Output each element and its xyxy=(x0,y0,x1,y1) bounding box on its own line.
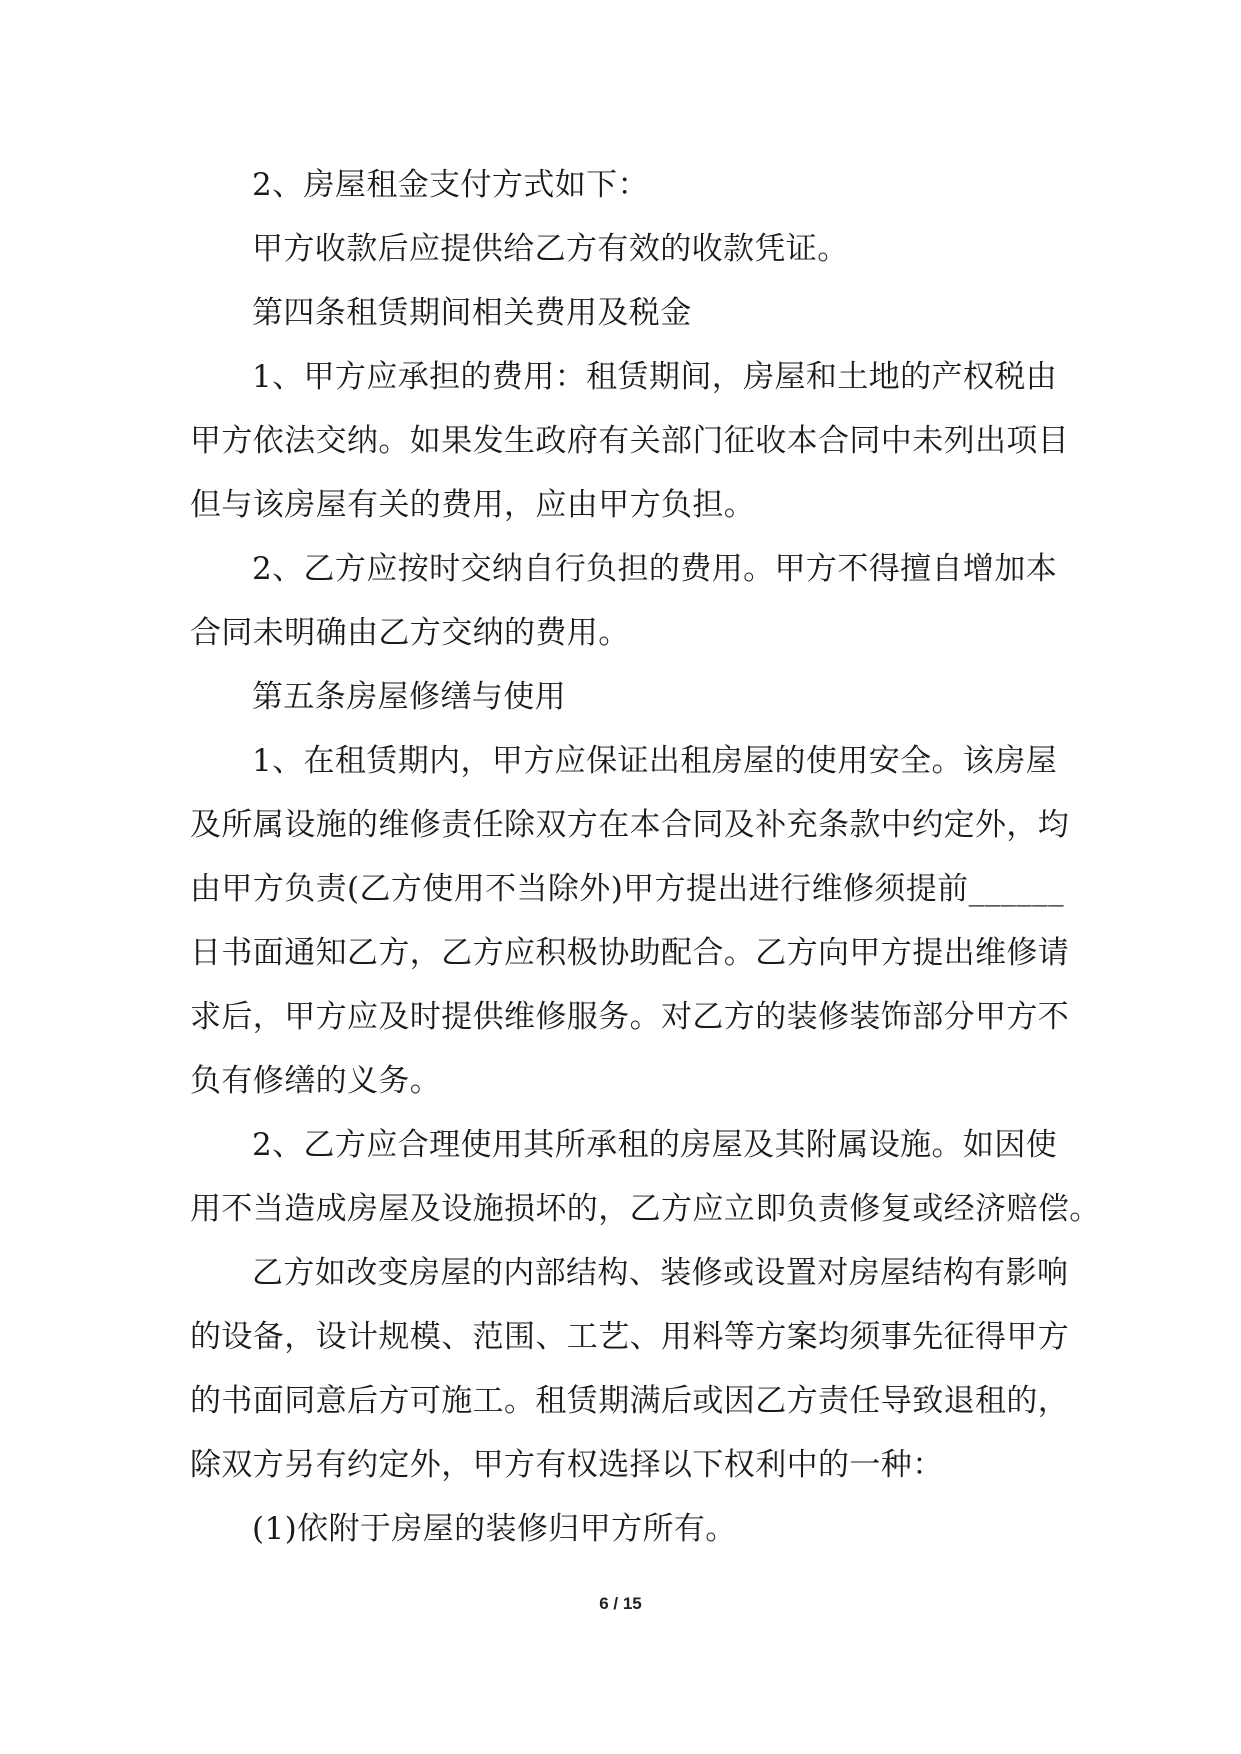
paragraph-line: 2、乙方应按时交纳自行负担的费用。甲方不得擅自增加本 xyxy=(252,551,1058,587)
paragraph-line: 但与该房屋有关的费用，应由甲方负担。 xyxy=(190,487,756,523)
paragraph-line: 2、乙方应合理使用其所承租的房屋及其附属设施。如因使 xyxy=(252,1127,1058,1163)
section-heading: 第五条房屋修缮与使用 xyxy=(252,679,566,715)
paragraph-line: 除双方另有约定外，甲方有权选择以下权利中的一种： xyxy=(190,1447,944,1483)
page-number: 6 / 15 xyxy=(599,1594,642,1613)
paragraph-line: 日书面通知乙方，乙方应积极协助配合。乙方向甲方提出维修请 xyxy=(190,935,1070,971)
section-heading: 第四条租赁期间相关费用及税金 xyxy=(252,295,692,331)
paragraph-line: 甲方收款后应提供给乙方有效的收款凭证。 xyxy=(252,231,849,267)
paragraph-line: 负有修缮的义务。 xyxy=(190,1063,442,1099)
paragraph-line: 由甲方负责(乙方使用不当除外)甲方提出进行维修须提前______ xyxy=(190,871,1064,907)
paragraph-line: 1、甲方应承担的费用：租赁期间，房屋和土地的产权税由 xyxy=(252,359,1058,395)
paragraph-line: 的设备，设计规模、范围、工艺、用料等方案均须事先征得甲方 xyxy=(190,1319,1070,1355)
paragraph-line: 1、在租赁期内，甲方应保证出租房屋的使用安全。该房屋 xyxy=(252,743,1058,779)
paragraph-line: 及所属设施的维修责任除双方在本合同及补充条款中约定外，均 xyxy=(190,807,1070,843)
paragraph-line: 2、房屋租金支付方式如下： xyxy=(252,167,649,203)
paragraph-line: (1)依附于房屋的装修归甲方所有。 xyxy=(252,1511,737,1547)
paragraph-line: 求后，甲方应及时提供维修服务。对乙方的装修装饰部分甲方不 xyxy=(190,999,1070,1035)
paragraph-line: 合同未明确由乙方交纳的费用。 xyxy=(190,615,630,651)
paragraph-line: 乙方如改变房屋的内部结构、装修或设置对房屋结构有影响 xyxy=(252,1255,1069,1291)
paragraph-line: 甲方依法交纳。如果发生政府有关部门征收本合同中未列出项目 xyxy=(190,423,1070,459)
paragraph-line: 的书面同意后方可施工。租赁期满后或因乙方责任导致退租的， xyxy=(190,1383,1070,1419)
paragraph-line: 用不当造成房屋及设施损坏的，乙方应立即负责修复或经济赔偿。 xyxy=(190,1191,1101,1227)
